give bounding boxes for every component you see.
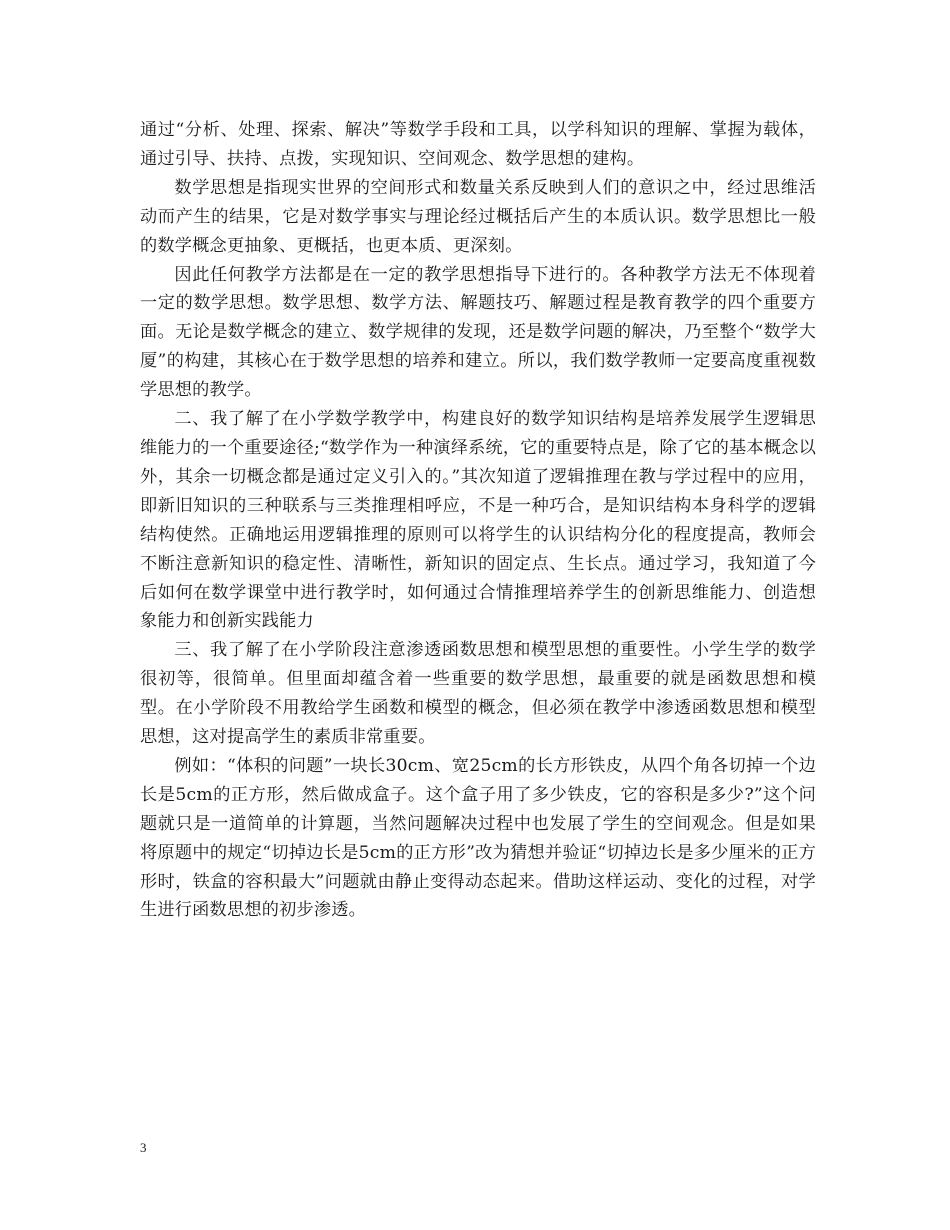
paragraph-math-thought-definition: 数学思想是指现实世界的空间形式和数量关系反映到人们的意识之中，经过思维活动而产生的结果，它是对数学事实与理论经过概括后产生的本质认识。数学思想比一般的数学概念更抽象、更概括，也更本质、更深刻。 — [140, 177, 816, 256]
paragraph-intro-continued: 通过“分析、处理、探索、解决”等数学手段和工具，以学科知识的理解、掌握为载体，通过引导、扶持、点拨，实现知识、空间观念、数学思想的建构。 — [140, 120, 816, 169]
paragraph-example-volume: 例如：“体积的问题”一块长30cm、宽25cm的长方形铁皮，从四个角各切掉一个边长是5cm的正方形，然后做成盒子。这个盒子用了多少铁皮，它的容积是多少?”这个问题就只是一道简单的计算题，当然问题解决过程中也发展了学生的空间观念。但是如果将原题中的规定“切掉边长是5cm的正方形”改为猜想并验证“切掉边长是多少厘米的正方形时，铁盒的容积最大”问题就由静止变得动态起来。借助这样运动、变化的过程，对学生进行函数思想的初步渗透。 — [140, 755, 816, 921]
document-body — [140, 116, 816, 925]
paragraph-teaching-methods: 因此任何教学方法都是在一定的教学思想指导下进行的。各种教学方法无不体现着一定的数学思想。数学思想、数学方法、解题技巧、解题过程是教育教学的四个重要方面。无论是数学概念的建立、数学规律的发现，还是数学问题的解决，乃至整个“数学大厦”的构建，其核心在于数学思想的培养和建立。所以，我们数学教师一定要高度重视数学思想的教学。 — [140, 264, 816, 401]
page-number: 3 — [140, 1140, 147, 1155]
paragraph-section-three: 三、我了解了在小学阶段注意渗透函数思想和模型思想的重要性。小学生学的数学很初等，很简单。但里面却蕴含着一些重要的数学思想，最重要的就是函数思想和模型。在小学阶段不用教给学生函数和模型的概念，但必须在教学中渗透函数思想和模型思想，这对提高学生的素质非常重要。 — [140, 640, 816, 748]
paragraph-section-two: 二、我了解了在小学数学教学中，构建良好的数学知识结构是培养发展学生逻辑思维能力的一个重要途径;“数学作为一种演绎系统，它的重要特点是，除了它的基本概念以外，其余一切概念都是通过定义引入的。”其次知道了逻辑推理在教与学过程中的应用，即新旧知识的三种联系与三类推理相呼应，不是一种巧合，是知识结构本身科学的逻辑结构使然。正确地运用逻辑推理的原则可以将学生的认识结构分化的程度提高，教师会不断注意新知识的稳定性、清晰性，新知识的固定点、生长点。通过学习，我知道了今后如何在数学课堂中进行教学时，如何通过合情推理培养学生的创新思维能力、创造想象能力和创新实践能力 — [140, 409, 816, 632]
